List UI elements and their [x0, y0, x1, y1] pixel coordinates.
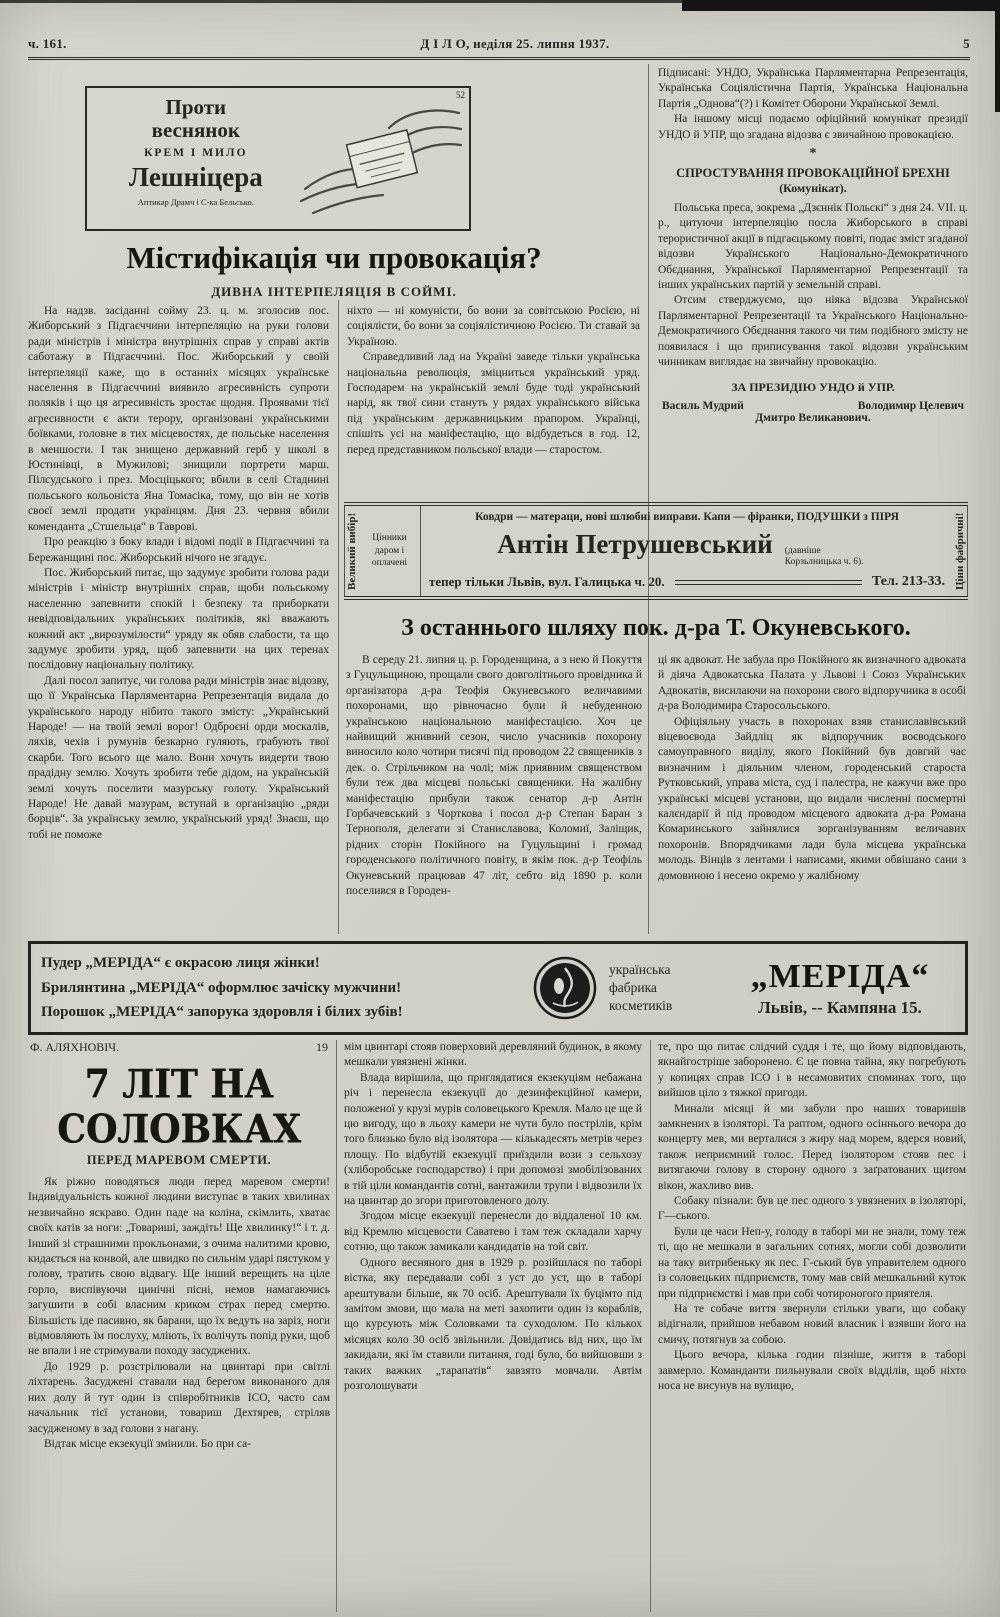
column-divider	[338, 300, 339, 934]
main-headline: Містифікація чи провокація?	[126, 240, 542, 275]
ad-leshnitzer	[85, 86, 471, 231]
denial-body	[658, 201, 968, 370]
paragraph: Польська преса, зокрема „Дзєннік Польскі“ з дня 24. VII. ц. р., цитуючи інтерпеляцію посла Жиборського в справі терористичної акції в підгаєцькому повіті, подає зміст згаданої відозви Українського Національно-Демократичного Обєднання, Української Парляментарної Репрезентації та інших українських партій у земельній справі.	[658, 202, 968, 292]
paragraph: Отсим стверджуємо, що ніяка відозва Української Парляментарної Репрезентації та Українського Національно-Демократичного Обєднання такого чи тим подібного змісту не появилася і що приписування такої відозви українським чинникам виглядає на звичайну провокацію.	[658, 294, 968, 369]
section-star-separator: *	[809, 146, 817, 162]
paragraph: ніхто — ні комуністи, бо вони за совітською Росією, ні соціялісти, бо вони за соціялістичною Росією. Ти ставай за Україною.	[347, 305, 640, 348]
main-article-column-1	[28, 304, 329, 843]
paragraph: Цього вечора, кілька годин пізніше, життя в таборі завмерло. Команданти пильнували своїх відділів, щоб ніхто носа не висунув на вулицю,	[658, 1349, 966, 1392]
factory-label-line: косметиків	[609, 998, 673, 1014]
paragraph: Влада вирішила, що приглядатися екзекуціям небажана річ і перенесла екзекуції до дезинфекційної камери, положеної у крузі мурів соловецького Кремля. Мало це ще й цю вигоду, що в льоху камери не чути було пострілів, крім того близько було від ізолятора — кількадесять метрів через площу. По відбутій екзекуції приїздили вози з сельхозу (хліборобське господарство) і при допомозі змобілізованих в тій ціли командантів сотні, вантажили трупи і відвозили їх на цвинтар до згори приготовленого долу.	[344, 1071, 642, 1208]
paragraph: Собаку пізнали: був це пес одного з увязнених в ізоляторі, Г—ського.	[658, 1195, 966, 1223]
serial-chapter-title: ПЕРЕД МАРЕВОМ СМЕРТИ.	[86, 1153, 272, 1167]
ad-merida-address: Львів, -- Кампяна 15.	[758, 998, 922, 1017]
paragraph: Одного весняного дня в 1929 р. розійшлася по таборі вістка, яку передавали собі з уст до уст, що в таборі арештували більше, як 70 осіб. Арештували їх буцімто під замітом змови, що мала на меті захопити один із кораблів, що курсують між Соловками та суходолом. По кількох місяцях коло 30 осіб звільнили. Довідатись від них, що їм закидали, які їм ставили питання, годі було, бо вийшовши з таких важких „тарапатів“ завзято мовчали. Автім розголошувати	[344, 1256, 642, 1392]
paragraph: Про реакцію з боку влади і відомі події в Підгаєччині та Бережанщині пос. Жиборський нічого не згадує.	[28, 536, 329, 564]
ad-former-address-note: (давніше Корзьлницька ч. 6).	[784, 545, 864, 567]
ad-vertical-label-left: Великий вибір!	[344, 506, 359, 596]
ad-slogan-line: Пудер „МЕРІДА“ є окрасою лиця жінки!	[41, 954, 320, 971]
issue-number: ч. 161.	[28, 36, 67, 51]
ad-merida-brand-block	[725, 958, 955, 1018]
ad-merida-brand: „МЕРІДА“	[750, 958, 930, 995]
scan-artifact-right-edge	[995, 0, 1000, 112]
main-subheadline: ДИВНА ІНТЕРПЕЛЯЦІЯ В СОЙМІ.	[211, 284, 457, 299]
ad-petrushevsky-main	[421, 506, 953, 596]
paragraph: На надзв. засіданні сойму 23. ц. м. зголосив пос. Жиборський з Підгаєччини інтерпеляцію на руки голови ради міністрів і міністра внутрішніх справ у справі актів саботажу в Підгаєччині. Пос. Жиборський у своїй інтерпеляції каже, що в останніх місяцях українське населення в Підгаєччині виявило агресивність супроти поляків і що ця агресивність зростає щодня. Проявами тієї агресивности є акти терору, організовані українськими боївками, головне в тих місцевостях, де польське населення в меншости. І так знищено державний герб у школі в Юстинівці, в Мужилові; знищили портрети марш. Пілсудського і през. Мосціцького; вбили в селі Стаднині польського кольоніста Яна Томасіка, тому, що він не хотів своєї землі продати українцям. Дня 23. червня вбили коменданта „Стшельца“ в Таврові.	[28, 305, 329, 533]
signer-name: Володимир Целевич	[857, 399, 964, 412]
paragraph: Відтак місце екзекуції змінили. Бо при са-	[44, 1437, 252, 1450]
factory-label-line: фабрика	[609, 979, 657, 995]
okunevsky-column-2	[658, 653, 966, 884]
paragraph: До 1929 р. розстрілювали на цвинтарі при світлі ліхтарень. Засуджені ставали над берегом виконаного для них долу й тут один із співробітників ІСО, часто сам начальник тієї установи, товариш Дехтярев, стріляв засудженому в зад голови з нагану.	[28, 1360, 330, 1435]
main-article-column-2	[347, 304, 640, 458]
paragraph: В середу 21. липня ц. р. Городенщина, а з нею й Покуття з Гуцульщиною, прощали свого довголітнього провідника й організатора д-ра Теофія Окуневського величавими похоронами, що рівночасно були й небуденною українською національною маніфестацією. Хоч це найвищий жнивний сезон, число учасників похорону виносило коло чотири тисячі під проводом 22 священиків з дек. о. Стрільчиком на чолі; між приявним священством були теж два місцеві польські священики. На жалібну маніфестацію прибули також сенатор д-р Антін Горбачевський з Чорткова і посол д-р Степан Баран з Тернополя, делегати зі Станиславова, Коломиї, Заліщик, рідних сторін Покійного на Гуцульщині і громад городенського політичного повіту, в якім пок. д-р Теофіль Окуневський працював 47 літ, себто від 1890 р. коли поселився в Городен-	[346, 654, 642, 898]
hands-illustration-svg	[295, 99, 463, 221]
ad-footer-line: Аптикар Драмч і С-ка Бельсько.	[137, 197, 254, 208]
ad-address: тепер тільки Львів, вул. Галицька ч. 20.	[429, 574, 665, 589]
page-number: 5	[963, 36, 970, 51]
solovki-text-1	[28, 1175, 330, 1452]
paragraph: те, про що питає слідчий суддя і те, що йому відповідають, якнайгостріше заборонено. Є це повна тайна, яку погребують у копицях справ ІСО і в несамовитих споминах того, що вийшов ціло з тяжкої пригоди.	[658, 1041, 966, 1100]
ad-slogan-line: Брилянтина „МЕРІДА“ оформлює зачіску мужчини!	[41, 979, 402, 996]
merida-logo-icon	[529, 956, 601, 1020]
paragraph: Далі посол запитує, чи голова ради міністрів знає відозву, що її Українська Парляментарна Репрезентація видала до українського народу нібито такого змісту: „Український Народе! — на твоїй землі ворог! Одброєні орди москалів, ляхів, чехів і румунів безкарно гуляють, грабують твої скарби. Того всього ще мало. Вони хочуть видерти твою прадідну землю. Хочуть зробити тебе дідом, на українській землі хочуть поселити мазурську голоту. Український Народе! Не давай мазурам, вступай в організацію „ряди борців“. За українську землю, український уряд! Знаєш, що тобі не поможе	[28, 674, 329, 841]
header-rule	[28, 57, 970, 60]
serial-part-number: 19	[316, 1040, 328, 1054]
ad-address-row	[429, 574, 945, 590]
solovki-column-2	[344, 1040, 642, 1394]
denial-heading: СПРОСТУВАННЯ ПРОВОКАЦІЙНОЇ БРЕХНІ	[676, 166, 950, 181]
paragraph: На іншому місці подаємо офіційний комунікат президії УНДО й УПР, що згадана відозва є звичайною провокацією.	[658, 113, 968, 141]
ad-slogan-line: Порошок „МЕРІДА“ запорука здоровля і білих зубів!	[41, 1004, 403, 1021]
factory-label-line: українська	[609, 961, 671, 977]
ad-merida-factory-label	[609, 961, 717, 1016]
solovki-column-3	[658, 1040, 966, 1394]
merida-emblem-svg	[533, 956, 597, 1020]
ad-rule-dash	[675, 580, 862, 585]
paragraph: мім цвинтарі стояв поверховий деревляний будинок, в якому мешкали увязнені жінки.	[344, 1041, 642, 1069]
paragraph: Підписані: УНДО, Українська Парляментарна Репрезентація, Українська Соціялістична Партія, Українська Національна Партія „Однова“(?) і Комітет Оборони Української Землі.	[658, 67, 968, 110]
presidium-signoff: ЗА ПРЕЗИДІЮ УНДО й УПР.	[731, 379, 895, 394]
paragraph: Як ріжно поводяться люди перед маревом смерти! Індивідуальність кожної людини виступає в таких хвилинах незвичайно яскраво. Один паде на коліна, скімлить, хватає своїх катів за ноги: „Товариші, заждіть! Ще хвилинку!“ і т. д. Інший зі страшними прокльонами, з очима налитими кровю, кидається на конвой, але швидко по сильнім ударі пястуком у голову, тратить свою відвагу. Ще інший верещить на ціле горло, виспівуючи цинічні пісні, немов намагаючись загушити в собі власним криком страх перед смертю. Більшість іде пасивно, як барани, що їх ведуть на заріз, ноги відмовляють їм послуху, мліють, їх волічуть попід руки, щоб не впали і не стримували походу засуджених.	[28, 1176, 330, 1358]
serial-title: 7 ЛІТ НА СОЛОВКАХ	[57, 1061, 301, 1153]
ad-brand-name: Лешніцера	[128, 162, 263, 193]
signer-name: Дмитро Великанович.	[755, 411, 871, 424]
ad-headline-line: веснянок	[151, 118, 241, 143]
ad-leshnitzer-text	[97, 96, 295, 223]
paragraph: Офіціяльну участь в похоронах взяв станиславівський віцевоєвода Зайдліц як відпоручник воєводського самоуправного виділу, якого Покійний був довгий час визначним і діяльним членом, городенський староста Рутковський, управа міста, суд і палестра, не кажучи вже про українські місцеві установи, що видали численні посмертні калєндарії й під проводом місцевого адвоката д-ра Романа Комаринського зайнялися зорганізуванням величавих похоронів. Впорядчиками лади була місцева українська молодь. Вінців з лентами і написами, якими обвішано сани з домовиною і несено окремо у жалібному	[658, 715, 966, 882]
ad-product-line: КРЕМ І МИЛО	[144, 147, 248, 160]
okunevsky-column-1	[346, 653, 642, 900]
ad-name-row	[429, 529, 945, 569]
denial-subheading: (Комунікат).	[779, 181, 847, 196]
solovki-column-1	[28, 1040, 330, 1452]
masthead: Д І Л О, неділя 25. липня 1937.	[420, 36, 610, 51]
ad-petrushevsky	[344, 502, 968, 600]
ad-goods-line: Ковдри — матераци, нові шлюбні виправи. Капи — фіранки, ПОДУШКИ з ПІРЯ	[475, 511, 899, 523]
ad-price-list-note: Цінники даром і оплачені	[359, 506, 421, 596]
paragraph: ці як адвокат. Не забула про Покійного як визначного адвоката й діяча Адвокатська Палата у Львові і Союз Українських Адвокатів, висилаючи на похорони свого відпоручника в особі д-ра Володимира Старосольського.	[658, 654, 966, 713]
ad-merchant-name: Антін Петрушевський	[497, 528, 773, 559]
ad-merida-slogans	[41, 951, 521, 1025]
ad-phone: Тел. 213-33.	[871, 574, 945, 589]
paragraph: Справедливий лад на Україні заведе тільки українська національна революція, зміцниться український уряд. Господарем на українській землі буде тоді український нарід, як твої сини стануть у рядах українського війська під українським державницьким прапором. Українці, спішіть усі на маніфестацію, що відбудеться в год. 12, перед представником польської влади — старостом.	[347, 351, 640, 456]
serial-author: Ф. АЛЯХНОВІЧ.	[30, 1040, 120, 1054]
scan-artifact-top-right	[682, 0, 1000, 11]
hands-holding-cream-illustration	[295, 96, 463, 223]
ad-corner-number: 52	[456, 90, 465, 100]
serial-byline-row	[28, 1040, 330, 1055]
paragraph: Згодом місце екзекуції перенесли до віддаленої 10 км. від Кремлю місцевости Саватево і там теж складали харчу сотню, що також замикали кандидатів на той світ.	[344, 1210, 642, 1254]
paragraph: На те собаче виття звернули стільки уваги, що собаку відігнали, прийшов небавом новий власник і взявши його на смичу, потягнув за собою.	[658, 1302, 966, 1346]
signers-row	[658, 400, 968, 412]
ad-vertical-label-right: Ціни фабричні!	[953, 506, 968, 596]
ad-headline-line: Проти	[165, 95, 227, 119]
right-column-intro	[658, 66, 968, 143]
right-column	[658, 66, 968, 424]
paragraph: Пос. Жиборський питає, що задумує зробити голова ради міністрів і міністр внутрішніх справ, щоби польському населенню запевнити спокій і безпеку та приборкати невідповідальних українських політиків, які вважають кожний акт „вирозумілости“ уряду як обяв слабости, та що задумує зробити уряд, щоб запевнити на цих теренах послідовну національну політику.	[28, 566, 329, 672]
okunevsky-headline: З останнього шляху пок. д-ра Т. Окуневського.	[401, 615, 911, 641]
page-header	[28, 36, 970, 52]
column-divider	[650, 1040, 651, 1612]
paragraph: Були це часи Неп-у, голоду в таборі ми не знали, тому теж ті, що не мешкали в загальних сотнях, могли собі дозволити на таку витрибеньку як пес. Г-ський був управителем одного із соловецьких підприємств, тому мав свій мешкальний куток при підприємстві і мав при собі чотироногого приятеля.	[658, 1225, 966, 1300]
paragraph: Минали місяці й ми забули про наших товаришів замкнених в ізоляторі. Та раптом, одного осіннього вечора до концерту мев, ми верталися з жиру над морем, вдерся новий, також неприємний голос. Перед ізолятором стояв пес і витягаючи голову в сторону одного з заґратованих щитом вікон, жахливо вив.	[658, 1102, 966, 1192]
signer-name: Василь Мудрий	[662, 399, 744, 412]
column-divider	[648, 64, 649, 934]
column-divider	[336, 1040, 337, 1612]
ad-merida	[28, 941, 968, 1035]
